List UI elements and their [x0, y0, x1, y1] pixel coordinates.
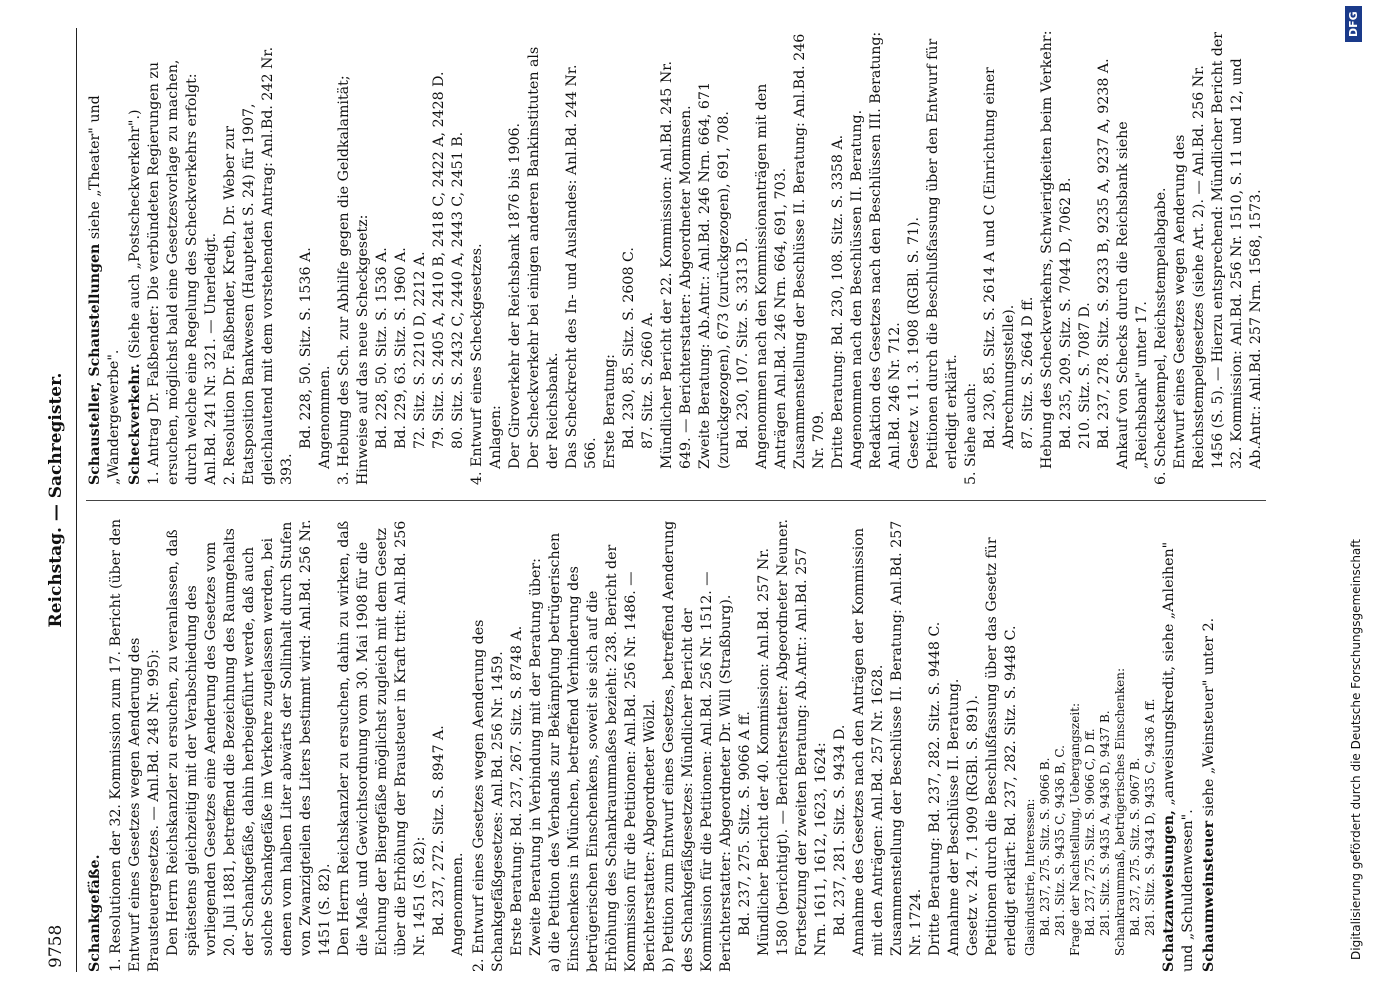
entry-line: Bd. 237, 281. Sitz. S. 9434 D. [832, 724, 848, 936]
entry-line: Bd. 230, 107. Sitz. S. 3313 D. [735, 237, 751, 449]
dfg-logo: DFG [1345, 6, 1362, 42]
entry-line: Erste Beratung: [602, 354, 618, 469]
entry-line: Schankraummaß, betrügerisches Einschenken: [1113, 667, 1127, 956]
entry-line: siehe „Weinsteuer" unter 2. [1201, 617, 1217, 817]
entry-line: 80. Sitz. S. 2432 C, 2440 A, 2443 C, 2451 B. [450, 131, 466, 449]
running-title: Reichstag. — Sachregister. [46, 372, 66, 628]
entry-line: 72. Sitz. S. 2210 D, 2212 A. [412, 251, 428, 449]
entry-line: Bd. 237, 275. Sitz. S. 9067 B. [1128, 757, 1142, 936]
entry-line: Zweite Beratung in Verbindung mit der Beratung über: [528, 558, 544, 956]
entry-line: Petitionen durch die Beschlußfassung über den Entwurf für erledigt erklärt. [925, 34, 960, 469]
header-rule [76, 28, 77, 972]
entry-line: Hebung des Scheckverkehrs, Schwierigkeiten beim Verkehr: [1039, 30, 1055, 469]
entry-line: Bd. 228, 50. Sitz. S. 1536 A. [374, 247, 390, 449]
entry-line: 6. Scheckstempel, Reichsstempelabgabe. [1153, 187, 1169, 485]
register-entry [1160, 517, 1198, 972]
entry-line: Bd. 230, 85. Sitz. S. 2608 C. [621, 247, 637, 449]
entry-line: „anweisungskredit, siehe „Anleihen" und „Schuldenwesen". [1161, 537, 1196, 972]
entry-line: Dritte Beratung: Bd. 230, 108. Sitz. S. 3358 A. [830, 134, 846, 469]
entry-line: Gesetz v. 11. 3. 1908 (RGBl. S. 71). [906, 216, 922, 469]
entry-line: Bd. 237, 275. Sitz. S. 9066 A ff. [737, 711, 753, 936]
entry-line: Das Scheckrecht des In- und Auslandes: Anl.Bd. 244 Nr. 566. [564, 59, 599, 469]
entry-heading: Schatzanweisungen, [1161, 810, 1177, 972]
entry-line: Angenommen. [317, 365, 333, 469]
entry-line: Ankauf von Schecks durch die Reichsbank siehe „Reichsbank" unter 17. [1115, 116, 1150, 469]
entry-line: Redaktion des Gesetzes nach den Beschlüssen III. Beratung: Anl.Bd. 246 Nr. 712. [868, 27, 903, 469]
register-entry [126, 27, 1266, 485]
digitization-credit: Digitalisierung gefördert durch die Deutsche Forschungsgemeinschaft [1349, 538, 1363, 960]
register-entry [1200, 517, 1219, 972]
entry-line: Glasindustrie, Interessen: [1023, 798, 1037, 956]
entry-line: Bd. 237, 275. Sitz. S. 9066 C, D ff. [1083, 728, 1097, 936]
entry-line: Erste Beratung: Bd. 237, 267. Sitz. S. 8748 A. [509, 625, 525, 956]
left-column [86, 514, 1266, 972]
entry-line: Der Giroverkehr der Reichsbank 1876 bis 1906. [507, 122, 523, 469]
entry-line: siehe „Theater" und „Wandergewerbe". [87, 90, 122, 485]
entry-line: 79. Sitz. S. 2405 A, 2410 B, 2418 C, 2422 A, 2428 D. [431, 71, 447, 449]
entry-line: Mündlicher Bericht der 22. Kommission: Anl.Bd. 245 Nr. 649. — Berichterstatter: Abgeordneter Mommsen. [659, 56, 694, 469]
entry-line: Anlagen: [488, 405, 504, 469]
entry-line: Dritte Beratung: Bd. 237, 282. Sitz. S. 9448 C. [927, 621, 943, 956]
entry-line: 2. Resolution Dr. Faßbender, Kreth, Dr. Weber zur Etatsposition Bankwesen (Hauptetat S. 24) für 1907, gleichlautend mit dem vorstehenden Antrag: Anl.Bd. 242 Nr. 393. [222, 42, 295, 485]
right-column [86, 27, 1266, 485]
entry-line: Annahme des Gesetzes nach den Anträgen der Kommission mit den Anträgen: Anl.Bd. 257 Nr. 1628. [851, 523, 886, 956]
entry-heading: Schankgefäße. [87, 854, 103, 972]
entry-heading: Schaumweinsteuer [1201, 820, 1217, 972]
entry-line: 281. Sitz. S. 9434 D, 9435 C, 9436 A ff. [1143, 698, 1157, 936]
register-entry [86, 30, 124, 485]
entry-line: 1. Resolutionen der 32. Kommission zum 17. Bericht (über den Entwurf eines Gesetzes wegen Aenderung des Brausteuergesetzes. — Anl.Bd. 248 Nr. 995): [108, 514, 162, 972]
entry-line: 5. Siehe auch: [963, 382, 979, 485]
entry-line: Mündlicher Bericht der 40. Kommission: Anl.Bd. 257 Nr. 1580 (berichtigt). — Berichterstatter: Abgeordneter Neuner. [756, 518, 791, 956]
entry-line: Bd. 237, 278. Sitz. S. 9233 B, 9235 A, 9237 A, 9238 A. [1096, 58, 1112, 449]
page-number: 9758 [46, 924, 66, 968]
entry-line: Den Herrn Reichskanzler zu ersuchen, dahin zu wirken, daß die Maß- und Gewichtsordnung vom 30. Mai 1908 für die Eichung der Biergefäße möglichst zugleich mit dem Gesetz über die Erhöhung der Brausteuer in Kraft tritt: Anl.Bd. 256 Nr. 1451 (S. 82): [336, 516, 428, 956]
entry-line: 3. Hebung des Sch. zur Abhilfe gegen die Geldkalamität; Hinweise auf das neue Scheckgesetz: [336, 70, 371, 485]
entry-line: Bd. 235, 209. Sitz. S. 7044 D, 7062 B. [1058, 177, 1074, 449]
entry-line: Bd. 230, 85. Sitz. S. 2614 A und C (Einrichtung einer Abrechnungsstelle). [982, 62, 1017, 449]
entry-line: Der Scheckverkehr bei einigen anderen Bankinstituten als der Reichsbank. [526, 42, 561, 469]
entry-line: Bd. 229, 63. Sitz. S. 1960 A. [393, 247, 409, 449]
entry-line: Den Herrn Reichskanzler zu ersuchen, zu veranlassen, daß spätestens gleichzeitig mit der Verabschiedung des vorliegenden Gesetzes eine Aenderung des Gesetzes vom 20. Juli 1881, betreffend die Bezeichnung des Raumgehalts der Schankgefäße, dahin herbeigeführt werde, daß auch solche Schankgefäße im Verkehre zugelassen werden, bei denen vom halben Liter abwärts der Sollinhalt durch Stufen von Zwanzigteilen des Liters bestimmt wird: Anl.Bd. 256 Nr. 1451 (S. 82). [165, 514, 333, 956]
entry-line: Zusammenstellung der Beschlüsse II. Beratung: Anl.Bd. 246 Nr. 709. [792, 29, 827, 469]
entry-line: Angenommen nach den Kommissionanträgen mit den Anträgen Anl.Bd. 246 Nrn. 664, 691, 703. [754, 79, 789, 469]
entry-line: Bd. 237, 275. Sitz. S. 9066 B. [1038, 757, 1052, 936]
entry-line: Entwurf eines Gesetzes wegen Aenderung des Reichsstempelgesetzes (siehe Art. 2). — Anl.Bd. 256 Nr. 1456 (S. 5). — Hierzu entsprechend: Mündlicher Bericht der 32. Kommission: Anl.Bd. 256 Nr. 1510, S. 11 und 12, und Ab.Antr.: Anl.Bd. 257 Nrn. 1568, 1573. [1172, 27, 1264, 469]
entry-line: Angenommen nach den Beschlüssen II. Beratung. [849, 109, 865, 469]
entry-line: Zusammenstellung der Beschlüsse II. Beratung: Anl.Bd. 257 Nr. 1724. [889, 516, 924, 956]
entry-line: Bd. 228, 50. Sitz. S. 1536 A. [298, 247, 314, 449]
register-entry [107, 514, 468, 972]
entry-line: 4. Entwurf eines Scheckgesetzes. [469, 243, 485, 485]
entry-line: Bd. 237, 272. Sitz. S. 8947 A. [431, 725, 447, 936]
register-entry [1023, 517, 1158, 972]
entry-line: Fortsetzung der zweiten Beratung: Ab.Antr.: Anl.Bd. 257 Nrn. 1611, 1612, 1623, 1624: [794, 543, 829, 956]
entry-line: 87. Sitz. S. 2664 D ff. [1020, 296, 1036, 449]
entry-line: 87. Sitz. S. 2660 A. [640, 311, 656, 449]
entry-line: 281. Sitz. S. 9435 A, 9436 D, 9437 B. [1098, 710, 1112, 936]
entry-line: Annahme der Beschlüsse II. Beratung. [946, 678, 962, 956]
entry-heading: Schausteller, Schaustellungen [87, 243, 103, 485]
entry-line: Petitionen durch die Beschlußfassung über das Gesetz für erledigt erklärt: Bd. 237, 282. Sitz. S. 9448 C. [984, 532, 1019, 956]
entry-line: 210. Sitz. S. 7087 D. [1077, 302, 1093, 449]
entry-line: a) die Petition des Verbands zur Bekämpfung betrügerischen Einschenkens in München, betreffend Verhinderung des betrügerischen Einschenkens, soweit sie sich auf die Erhöhung des Schankraummaßes bezieht: 238. Bericht der Kommission für die Petitionen: Anl.Bd. 256 Nr. 1486. — Berichterstatter: Abgeordneter Wölzl. [547, 528, 658, 972]
entry-line: 2. Entwurf eines Gesetzes wegen Aenderung des Schankgefäßgesetzes: Anl.Bd. 256 Nr. 1459. [471, 615, 506, 972]
entry-line: 1. Antrag Dr. Faßbender: Die verbündeten Regierungen zu ersuchen, möglichst bald eine Gesetzesvorlage zu machen, durch welche eine Regelung des Scheckverkehrs erfolgt: Anl.Bd. 241 Nr. 321. — Unerledigt. [146, 55, 219, 485]
register-entry [470, 517, 1021, 972]
column-divider [86, 500, 1266, 501]
entry-heading: Scheckverkehr. [127, 363, 143, 485]
entry-line: Zweite Beratung: Ab.Antr.: Anl.Bd. 246 Nrn. 664, 671 (zurückgezogen), 673 (zurückgezogen), 691, 708. [697, 77, 732, 469]
entry-line: (Siehe auch „Postscheckverkehr".) [127, 109, 143, 359]
entry-line: Gesetz v. 24. 7. 1909 (RGBl. S. 891). [965, 694, 981, 956]
page-header [40, 0, 70, 1000]
entry-line: b) Petition zum Entwurf eines Gesetzes, betreffend Aenderung des Schankgefäßgesetzes: Mündlicher Bericht der Kommission für die Petitionen: Anl.Bd. 256 Nr. 1512. — Berichterstatter: Abgeordneter Dr. Will (Straßburg). [661, 516, 734, 972]
entry-line: Frage der Nachstellung, Uebergangszeit: [1068, 702, 1082, 956]
register-entry [86, 517, 105, 972]
entry-line: 281. Sitz. S. 9435 C, 9436 B, C. [1053, 745, 1067, 936]
entry-line: Angenommen. [450, 852, 466, 956]
